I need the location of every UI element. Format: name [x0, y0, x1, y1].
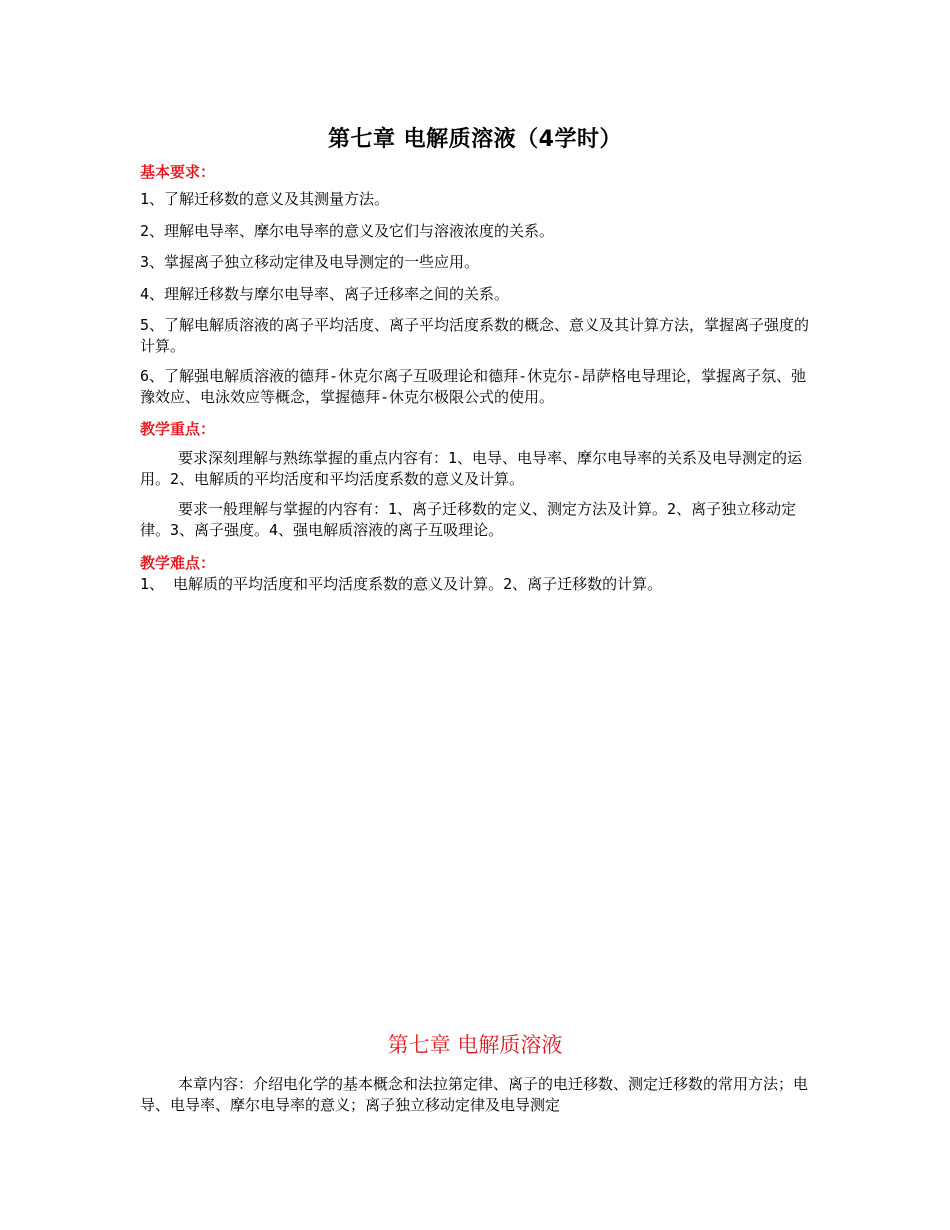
- key-points-paragraph-1: 要求深刻理解与熟练掌握的重点内容有：1、电导、电导率、摩尔电导率的关系及电导测定的运用。2、电解质的平均活度和平均活度系数的意义及计算。: [140, 449, 803, 488]
- requirement-item-1: 1、了解迁移数的意义及其测量方法。: [140, 190, 390, 208]
- requirement-item-6: 6、了解强电解质溶液的德拜-休克尔离子互吸理论和德拜-休克尔-昂萨格电导理论，掌握离子氛、弛豫效应、电泳效应等概念，掌握德拜-休克尔极限公式的使用。: [140, 367, 807, 406]
- chapter-title-secondary: 第七章 电解质溶液: [387, 1033, 563, 1057]
- difficulties-heading: 教学难点：: [140, 554, 216, 572]
- requirement-item-3: 3、掌握离子独立移动定律及电导测定的一些应用。: [140, 253, 480, 271]
- requirement-item-2: 2、理解电导率、摩尔电导率的意义及它们与溶液浓度的关系。: [140, 222, 555, 240]
- requirement-item-5: 5、了解电解质溶液的离子平均活度、离子平均活度系数的概念、意义及其计算方法，掌握离子强度的计算。: [140, 316, 810, 355]
- chapter-title: 第七章 电解质溶液（4学时）: [328, 127, 622, 152]
- requirement-item-4: 4、理解迁移数与摩尔电导率、离子迁移率之间的关系。: [140, 285, 510, 303]
- basic-requirements-heading: 基本要求：: [140, 163, 216, 181]
- chapter-content-paragraph: 本章内容：介绍电化学的基本概念和法拉第定律、离子的电迁移数、测定迁移数的常用方法；电导、电导率、摩尔电导率的意义；离子独立移动定律及电导测定: [140, 1075, 809, 1114]
- key-points-paragraph-2: 要求一般理解与掌握的内容有：1、离子迁移数的定义、测定方法及计算。2、离子独立移动定律。3、离子强度。4、强电解质溶液的离子互吸理论。: [140, 500, 797, 539]
- difficulties-text: 1、 电解质的平均活度和平均活度系数的意义及计算。2、离子迁移数的计算。: [140, 575, 663, 593]
- key-points-heading: 教学重点：: [140, 420, 216, 438]
